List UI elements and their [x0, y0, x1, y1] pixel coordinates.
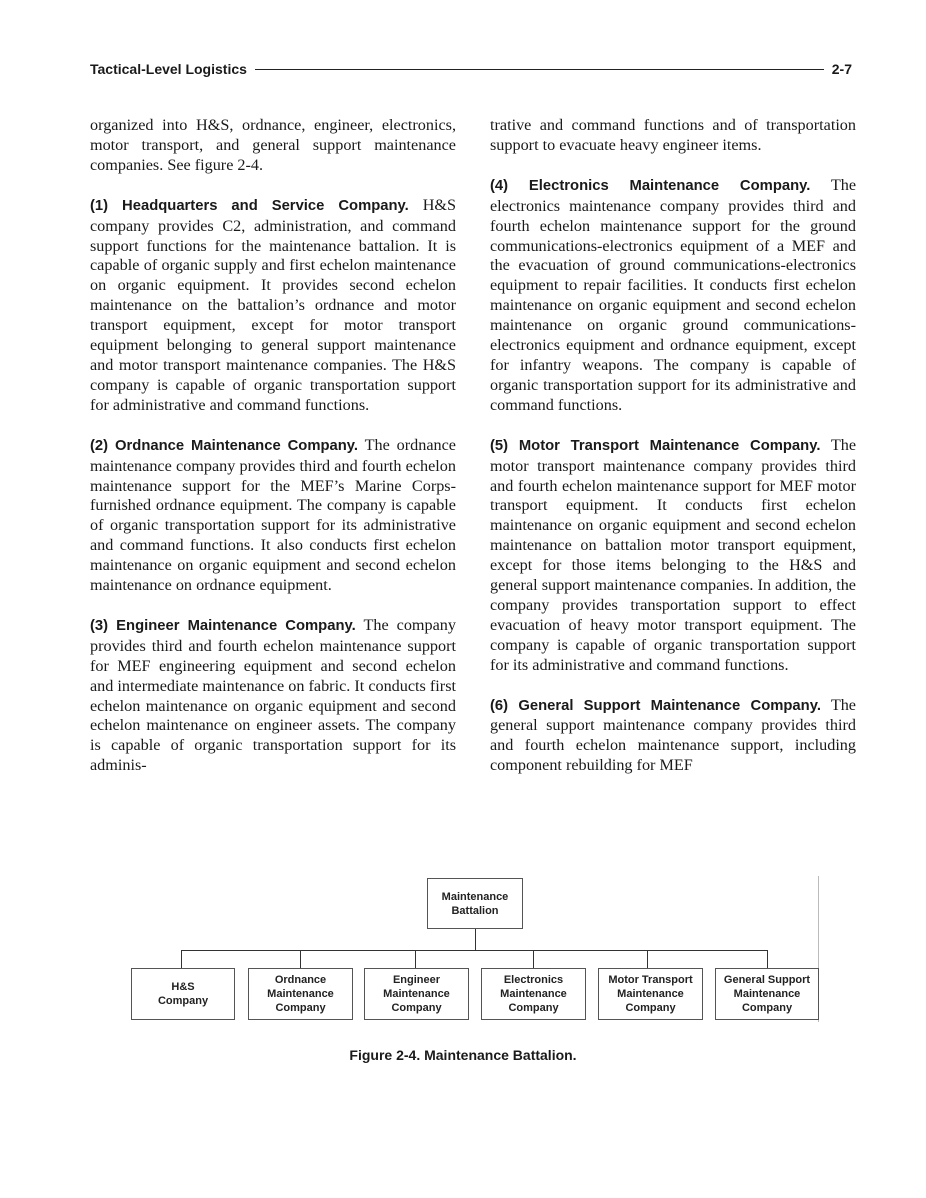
figure-caption: Figure 2-4. Maintenance Battalion. [349, 1047, 577, 1063]
org-box-line: Maintenance [441, 890, 509, 903]
page-number: 2-7 [831, 61, 852, 77]
connector-drop [767, 950, 768, 968]
org-box-line: Company [625, 1002, 676, 1014]
heading-engineer-company: (3) Engineer Maintenance Company. [90, 617, 356, 634]
header-title: Tactical-Level Logistics [90, 61, 247, 77]
org-box-electronics-company [481, 968, 586, 1020]
org-box-line: Motor Transport [608, 974, 693, 986]
paragraph-electronics-company [490, 176, 856, 416]
org-box-line: Ordnance [274, 974, 327, 986]
text-general-support-company: The general support maintenance company provides third and fourth echelon maintenance support, including component rebuilding for MEF [490, 695, 856, 775]
org-box-line: General Support [723, 974, 811, 986]
connector-drop [181, 950, 182, 968]
paragraph-ordnance-company [90, 436, 456, 596]
org-box-ordnance-company [248, 968, 353, 1020]
org-box-general-support-company [715, 968, 819, 1020]
org-box-line: Maintenance [383, 988, 450, 1000]
org-box-line: Maintenance [617, 988, 684, 1000]
figure-edge-line [818, 876, 819, 1022]
right-column [490, 116, 856, 796]
text-ordnance-company: The ordnance maintenance company provides third and fourth echelon maintenance support for the MEF’s Marine Corps-furnished ordnance equipment. The company is capable of organic transportation support for its administrative and command functions. It also conducts first echelon maintenance on organic equipment and second echelon maintenance on ordnance equipment. [90, 435, 456, 595]
header-rule [255, 69, 824, 70]
org-box-motor-transport-company [598, 968, 703, 1020]
org-box-hs-company [131, 968, 235, 1020]
paragraph-general-support-company [490, 696, 856, 777]
paragraph-engineer-company [90, 616, 456, 776]
org-box-line: Maintenance [733, 988, 801, 1000]
org-box-line: Battalion [451, 904, 499, 917]
org-box-line: Engineer [392, 974, 441, 986]
heading-hs-company: (1) Headquarters and Service Company. [90, 197, 409, 214]
connector-bus [181, 950, 767, 951]
left-column [90, 116, 456, 796]
continuation-paragraph: trative and command functions and of transportation support to evacuate heavy engineer items. [490, 116, 856, 154]
connector-drop [533, 950, 534, 968]
paragraph-hs-company [90, 196, 456, 416]
org-box-line: Company [157, 995, 209, 1007]
heading-electronics-company: (4) Electronics Maintenance Company. [490, 177, 811, 194]
text-hs-company: H&S company provides C2, administration, and command support functions for the maintenance battalion. It is capable of organic supply and first echelon maintenance on organic equipment. It provides second echelon maintenance on the battalion’s ordnance and motor transport equipment, except for motor transport equipment belonging to general support maintenance and motor transport maintenance companies. The H&S company is capable of organic transportation support for administrative and command functions. [90, 195, 456, 414]
paragraph-motor-transport-company [490, 436, 856, 676]
connector-drop [647, 950, 648, 968]
org-box-line: Company [391, 1002, 442, 1014]
page-header [90, 61, 852, 77]
org-box-maintenance-battalion [427, 878, 523, 929]
org-box-line: Maintenance [267, 988, 334, 1000]
org-box-line: Company [741, 1002, 793, 1014]
org-box-line: Electronics [503, 974, 564, 986]
org-box-line: Company [508, 1002, 559, 1014]
heading-ordnance-company: (2) Ordnance Maintenance Company. [90, 437, 359, 454]
org-box-line: Maintenance [500, 988, 567, 1000]
org-box-line: Company [275, 1002, 326, 1014]
heading-general-support-company: (6) General Support Maintenance Company. [490, 697, 821, 714]
text-electronics-company: The electronics maintenance company provides third and fourth echelon maintenance support for the ground communications-electronics equipment of a MEF and the evacuation of ground communications-electronics equipment to repair facilities. It conducts first echelon maintenance on organic equipment and second echelon maintenance on organic ground communications-electronics equipment and ordnance equipment, except for infantry weapons. The company is capable of organic transportation support for its administrative and command functions. [490, 175, 857, 414]
org-box-line: H&S [171, 981, 195, 993]
connector-drop [415, 950, 416, 968]
intro-paragraph: organized into H&S, ordnance, engineer, electronics, motor transport, and general support maintenance companies. See figure 2-4. [90, 116, 456, 174]
text-engineer-company: The company provides third and fourth echelon maintenance support for MEF engineering equipment and second echelon and intermediate maintenance on fabric. It conducts first echelon maintenance on organic equipment and second echelon maintenance on engineer assets. The company is capable of organic transportation support for its adminis- [90, 615, 456, 775]
connector-trunk [475, 929, 476, 950]
org-box-engineer-company [364, 968, 469, 1020]
text-motor-transport-company: The motor transport maintenance company provides third and fourth echelon maintenance support for MEF motor transport equipment. It conducts first echelon maintenance on organic equipment and second echelon maintenance on battalion motor transport equipment, except for those items belonging to the H&S and general support maintenance companies. In addition, the company provides transportation support to effect evacuation of heavy motor transport equipment. The company is capable of organic transportation support for its administrative and command functions. [490, 435, 857, 674]
connector-drop [300, 950, 301, 968]
heading-motor-transport-company: (5) Motor Transport Maintenance Company. [490, 437, 821, 454]
